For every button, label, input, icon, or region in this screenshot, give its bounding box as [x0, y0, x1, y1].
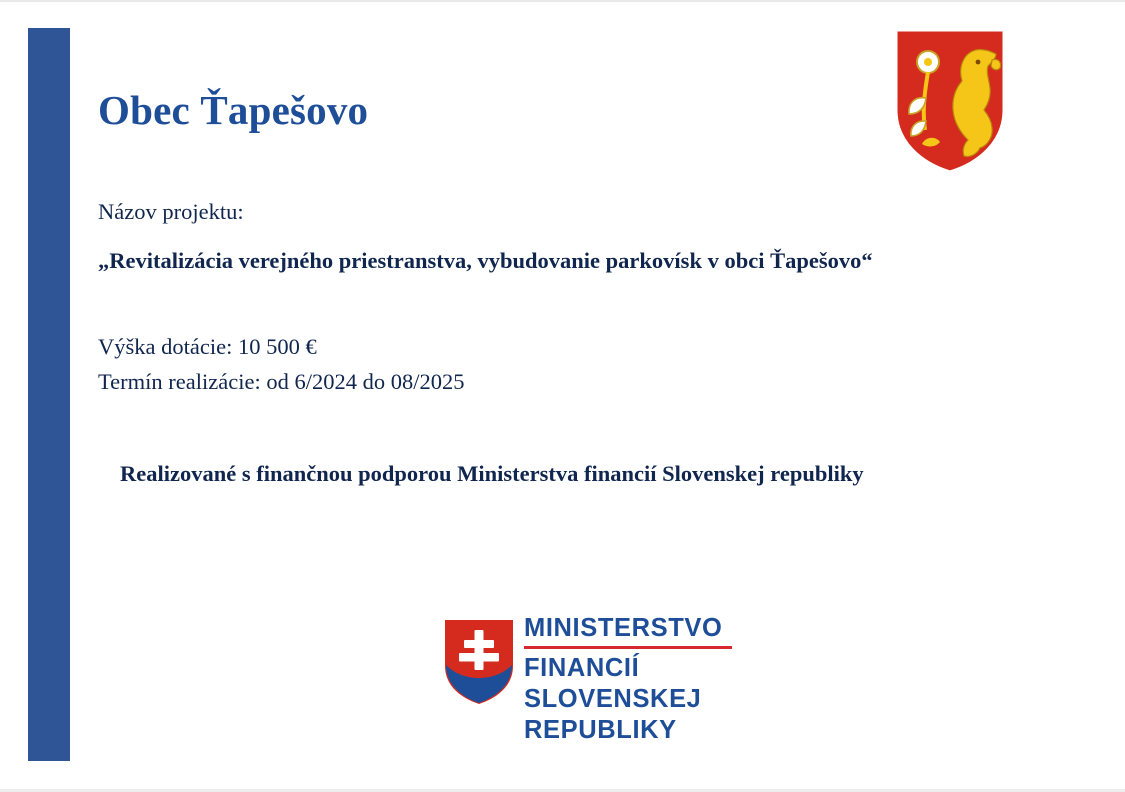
ministry-line-2: FINANCIÍ: [524, 654, 640, 683]
project-name: „Revitalizácia verejného priestranstva, vybudovanie parkovísk v obci Ťapešovo“: [98, 248, 873, 274]
document-content: [98, 86, 1058, 489]
ministry-of-finance-logo: [443, 614, 843, 744]
ministry-shield-icon: [443, 618, 515, 706]
project-facts: [98, 330, 1058, 400]
ministry-line-3: SLOVENSKEJ REPUBLIKY: [524, 684, 702, 744]
realization-term: Termín realizácie: od 6/2024 do 08/2025: [98, 368, 465, 394]
left-accent-bar: [28, 28, 70, 761]
support-statement: Realizované s finančnou podporou Ministerstva financií Slovenskej republiky: [120, 461, 864, 487]
ministry-line-1: MINISTERSTVO: [524, 614, 723, 642]
page-top-edge: [0, 0, 1125, 2]
page-title: Obec Ťapešovo: [98, 87, 369, 133]
ministry-red-rule: [524, 646, 732, 649]
ministry-logo-text: [524, 614, 843, 745]
grant-amount: Výška dotácie: 10 500 €: [98, 333, 317, 359]
project-label: Názov projektu:: [98, 199, 244, 225]
